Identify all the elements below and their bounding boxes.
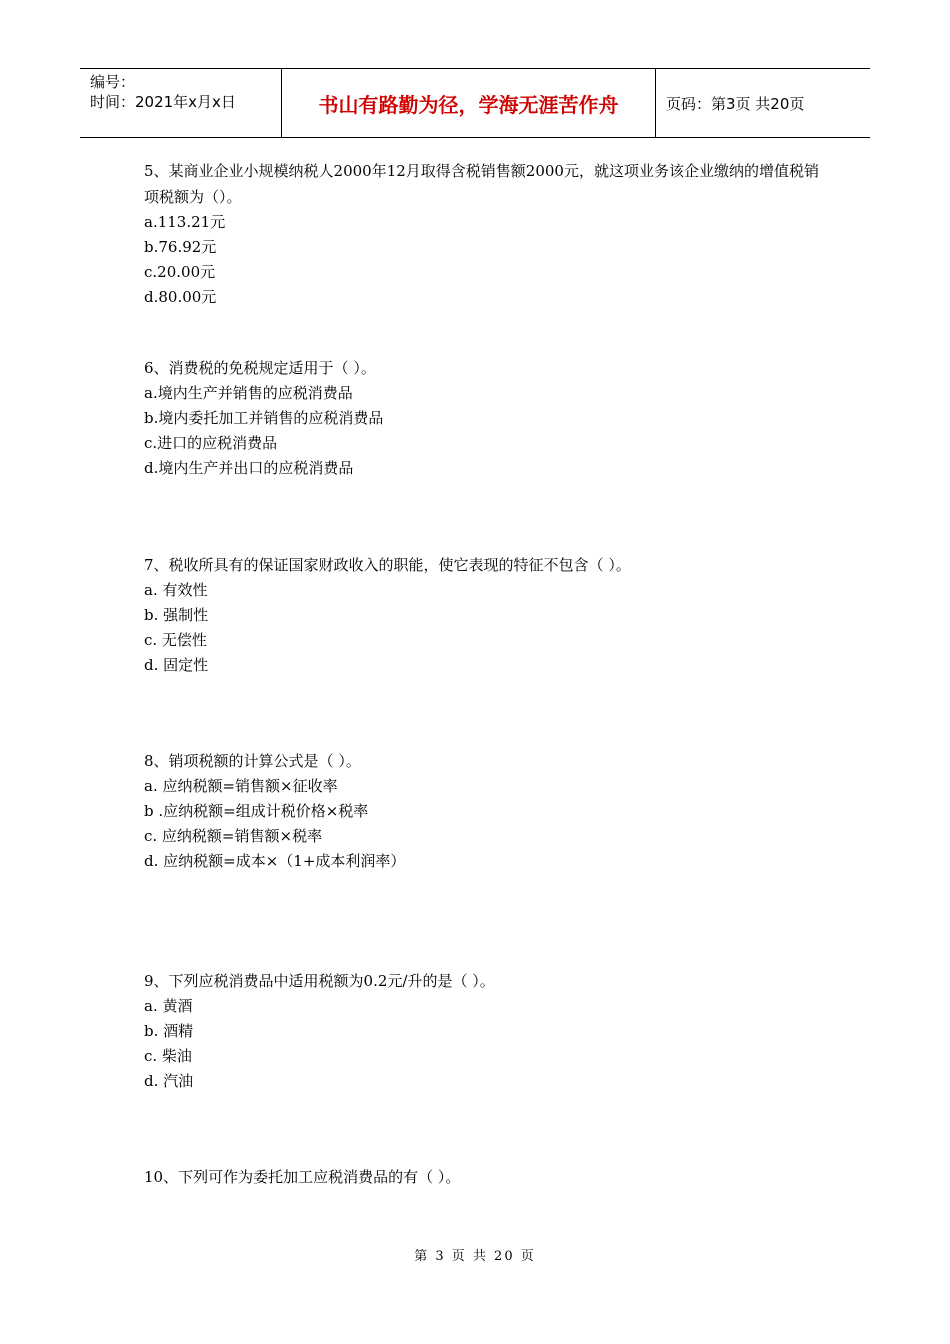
question-text: 9、下列应税消费品中适用税额为0.2元/升的是（ ）。 — [144, 972, 495, 990]
option-b: b. 酒精 — [144, 1022, 194, 1040]
option-c: c. 应纳税额=销售额×税率 — [144, 827, 323, 845]
question-text: 10、下列可作为委托加工应税消费品的有（ ）。 — [144, 1168, 461, 1186]
option-c: c. 无偿性 — [144, 631, 207, 649]
question-8 — [144, 748, 824, 968]
option-d: d.境内生产并出口的应税消费品 — [144, 459, 354, 477]
question-5 — [144, 158, 824, 355]
option-a: a.113.21元 — [144, 213, 226, 231]
option-b: b. 强制性 — [144, 606, 209, 624]
question-6 — [144, 355, 824, 552]
question-text: 5、某商业企业小规模纳税人2000年12月取得含税销售额2000元，就这项业务该企业缴纳的增值税销项税额为（）。 — [144, 162, 819, 206]
page-label: 页码：第3页 共20页 — [666, 94, 805, 113]
option-d: d. 固定性 — [144, 656, 209, 674]
number-label: 编号： — [90, 73, 136, 91]
header-info-cell — [80, 69, 282, 137]
option-b: b.76.92元 — [144, 238, 217, 256]
option-a: a. 有效性 — [144, 581, 208, 599]
page-footer — [0, 1245, 950, 1264]
page-header — [80, 68, 870, 138]
question-text: 6、消费税的免税规定适用于（ ）。 — [144, 359, 376, 377]
question-text: 7、税收所具有的保证国家财政收入的职能，使它表现的特征不包含（ ）。 — [144, 556, 631, 574]
question-list — [144, 158, 824, 1190]
option-a: a. 应纳税额=销售额×征收率 — [144, 777, 338, 795]
option-b: b.境内委托加工并销售的应税消费品 — [144, 409, 384, 427]
motto-text: 书山有路勤为径，学海无涯苦作舟 — [318, 92, 619, 117]
question-7 — [144, 552, 824, 748]
option-c: c.20.00元 — [144, 263, 216, 281]
time-label: 时间：2021年x月x日 — [90, 93, 236, 111]
option-d: d. 汽油 — [144, 1072, 194, 1090]
option-d: d.80.00元 — [144, 288, 217, 306]
header-page-cell — [656, 69, 870, 137]
question-text: 8、销项税额的计算公式是（ ）。 — [144, 752, 361, 770]
option-a: a.境内生产并销售的应税消费品 — [144, 384, 353, 402]
option-c: c.进口的应税消费品 — [144, 434, 278, 452]
option-a: a. 黄酒 — [144, 997, 193, 1015]
header-motto-cell — [282, 69, 656, 137]
option-c: c. 柴油 — [144, 1047, 192, 1065]
question-9 — [144, 968, 824, 1164]
footer-page-number: 第 3 页 共 20 页 — [414, 1249, 536, 1264]
option-d: d. 应纳税额=成本×（1+成本利润率） — [144, 852, 406, 870]
question-10 — [144, 1164, 824, 1190]
option-b: b .应纳税额=组成计税价格×税率 — [144, 802, 369, 820]
